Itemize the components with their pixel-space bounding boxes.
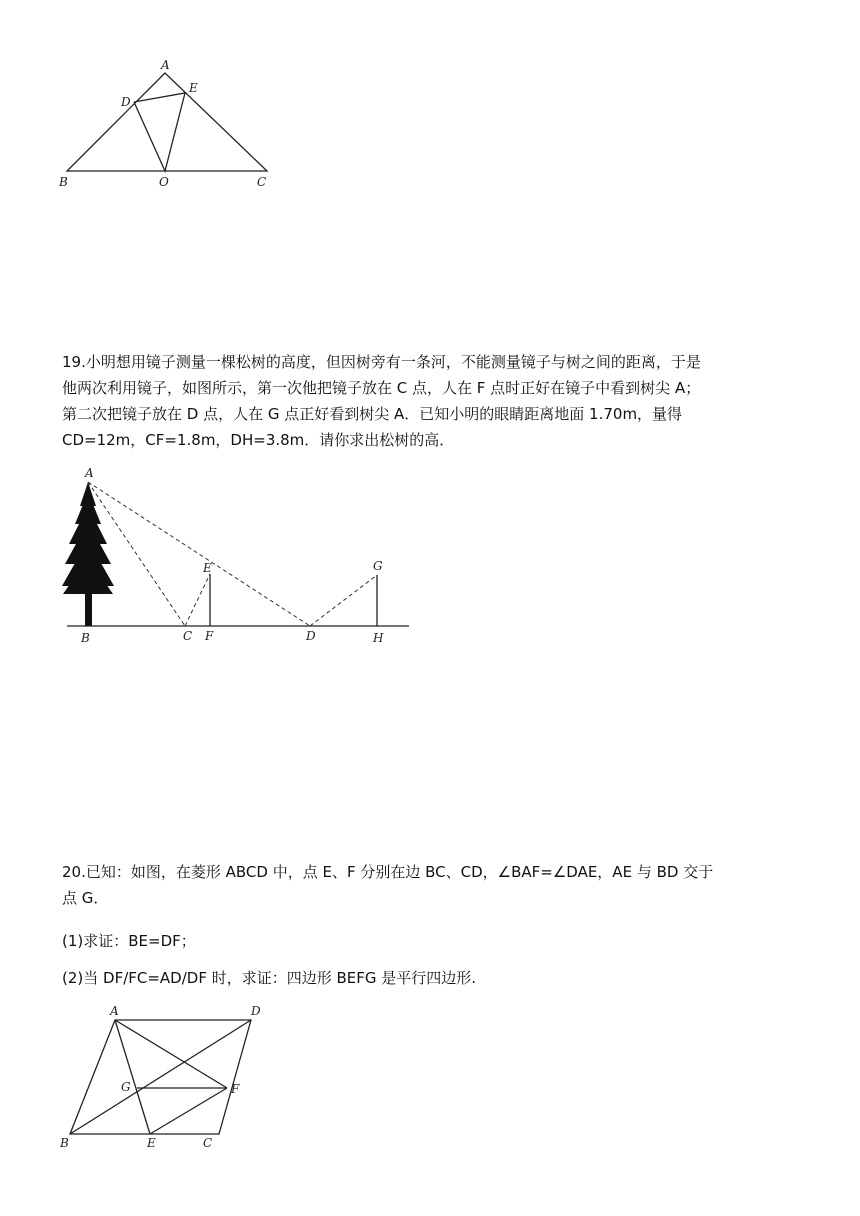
label-e: E: [189, 81, 198, 95]
rhombus-figure: [55, 1000, 285, 1155]
label-h: H: [373, 631, 384, 645]
label-d: D: [121, 95, 131, 109]
label-b: B: [81, 631, 90, 645]
label-f: F: [205, 629, 214, 643]
triangle-figure: [55, 55, 285, 195]
label-d: D: [251, 1004, 261, 1018]
q20-part-1: (1)求证：BE=DF；: [62, 932, 196, 950]
label-a: A: [161, 58, 170, 72]
label-c: C: [257, 175, 267, 189]
q20-line-2: 点 G．: [62, 889, 109, 907]
q19-line-2: 他两次利用镜子，如图所示，第一次他把镜子放在 C 点，人在 F 点时正好在镜子中看到树尖 A；: [62, 379, 701, 397]
label-f: F: [231, 1082, 240, 1096]
label-d: D: [306, 629, 316, 643]
label-g: G: [121, 1080, 131, 1094]
q19-line-1: 19.小明想用镜子测量一棵松树的高度，但因树旁有一条河，不能测量镜子与树之间的距离，于是: [62, 353, 701, 371]
q20-line-1: 20.已知：如图，在菱形 ABCD 中，点 E、F 分别在边 BC、CD，∠BAF=∠DAE，AE 与 BD 交于: [62, 863, 714, 881]
label-a: A: [110, 1004, 119, 1018]
label-o: O: [159, 175, 169, 189]
quad-doe: [134, 93, 185, 171]
q19-line-3: 第二次把镜子放在 D 点，人在 G 点正好看到树尖 A．已知小明的眼睛距离地面 1.70m，量得: [62, 405, 683, 423]
label-g: G: [373, 559, 383, 573]
label-a: A: [85, 466, 94, 480]
q19-line-4: CD=12m，CF=1.8m，DH=3.8m．请你求出松树的高．: [62, 431, 455, 449]
label-e: E: [147, 1136, 156, 1150]
label-c: C: [203, 1136, 213, 1150]
label-c: C: [183, 629, 193, 643]
label-e: E: [203, 561, 212, 575]
q20-text: [62, 859, 802, 911]
label-b: B: [59, 175, 68, 189]
q19-text: [62, 349, 802, 453]
triangle-abc: [67, 73, 267, 171]
tree-mirror-figure: [55, 462, 415, 647]
pine-tree-icon: [62, 482, 114, 626]
label-b: B: [60, 1136, 69, 1150]
q20-part-2: (2)当 DF/FC=AD/DF 时，求证：四边形 BEFG 是平行四边形.: [62, 969, 477, 987]
